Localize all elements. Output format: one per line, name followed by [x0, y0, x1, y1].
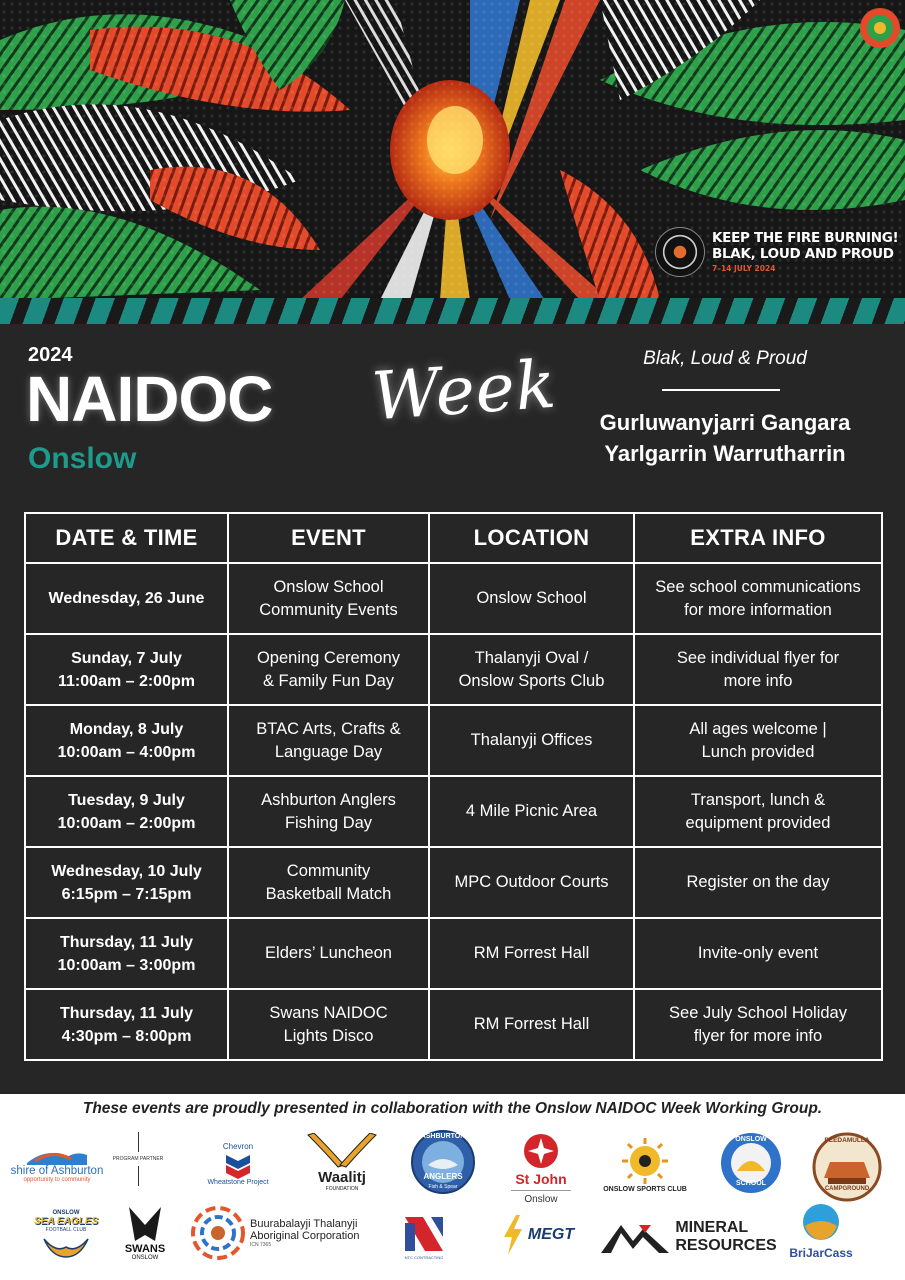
megt-bolt-icon [502, 1215, 524, 1255]
btac-logo: Buurabalayji Thalanyji Aboriginal Corporation ICN 7365 [190, 1204, 374, 1262]
naidoc-title: NAIDOC [26, 363, 273, 435]
town-name: Onslow [28, 442, 137, 475]
onslow-school-name-bottom: SCHOOL [736, 1180, 766, 1187]
cell-extra-info: Invite-only event [634, 918, 882, 989]
table-row [25, 705, 882, 776]
cell-location: RM Forrest Hall [429, 918, 634, 989]
megt-logo: MEGT [498, 1210, 578, 1260]
table-row [25, 847, 882, 918]
table-row [25, 634, 882, 705]
language-theme-line1: Gurluwanyjarri Gangara [599, 410, 851, 435]
swan-icon [125, 1205, 165, 1243]
cell-date-time: Tuesday, 9 July 10:00am – 2:00pm [25, 776, 228, 847]
badge-dates: 7–14 JULY 2024 [712, 264, 776, 273]
boomerang-icon [304, 1133, 380, 1169]
ashburton-wave-icon [27, 1147, 87, 1165]
column-header-location: LOCATION [429, 513, 634, 563]
waalitj-foundation-logo: Waalitj FOUNDATION [300, 1130, 384, 1194]
cell-date-time: Wednesday, 26 June [25, 563, 228, 634]
cell-extra-info: See school communications for more information [634, 563, 882, 634]
mineral-resources-logo: MINERAL RESOURCES [598, 1214, 778, 1260]
table-row [25, 918, 882, 989]
decorative-stripe-divider [0, 298, 905, 324]
cell-location: MPC Outdoor Courts [429, 847, 634, 918]
chevron-icon [224, 1151, 252, 1179]
table-header-row [25, 513, 882, 563]
btac-swirl-icon [190, 1205, 246, 1261]
cell-date-time: Monday, 8 July 10:00am – 4:00pm [25, 705, 228, 776]
column-header-date-time: DATE & TIME [25, 513, 228, 563]
table-row [25, 776, 882, 847]
ntc-icon [403, 1213, 445, 1255]
naidoc-2024-badge [655, 225, 899, 280]
language-theme-line2: Yarlgarrin Warrutharrin [604, 441, 846, 466]
hero-artwork-banner [0, 0, 905, 300]
cell-extra-info: Transport, lunch & equipment provided [634, 776, 882, 847]
cell-extra-info: See individual flyer for more info [634, 634, 882, 705]
column-header-extra-info: EXTRA INFO [634, 513, 882, 563]
onslow-sea-eagles-logo: ONSLOW SEA EAGLES FOOTBALL CLUB [28, 1202, 104, 1266]
table-row [25, 563, 882, 634]
table-row [25, 989, 882, 1060]
event-year: 2024 [28, 344, 73, 366]
swans-onslow-logo: SWANS ONSLOW [118, 1200, 172, 1266]
cell-extra-info: See July School Holiday flyer for more info [634, 989, 882, 1060]
cell-extra-info: All ages welcome | Lunch provided [634, 705, 882, 776]
cell-location: Thalanyji Offices [429, 705, 634, 776]
eagle-icon [42, 1233, 90, 1259]
column-header-event: EVENT [228, 513, 429, 563]
brijarcass-logo: BriJarCass [786, 1198, 856, 1264]
cell-event: Community Basketball Match [228, 847, 429, 918]
cell-date-time: Thursday, 11 July 4:30pm – 8:00pm [25, 989, 228, 1060]
chevron-wheatstone-logo: Chevron Wheatstone Project [207, 1142, 269, 1186]
events-schedule-table [24, 512, 883, 1061]
cell-event: Onslow School Community Events [228, 563, 429, 634]
cell-date-time: Sunday, 7 July 11:00am – 2:00pm [25, 634, 228, 705]
tagline-divider [662, 389, 780, 391]
st-john-cross-icon [523, 1133, 559, 1169]
cell-extra-info: Register on the day [634, 847, 882, 918]
cell-event: Swans NAIDOC Lights Disco [228, 989, 429, 1060]
week-title-script: Week [369, 345, 560, 436]
cell-event: Opening Ceremony & Family Fun Day [228, 634, 429, 705]
peedamulla-name-bottom: CAMPGROUND [824, 1186, 870, 1192]
theme-tagline: Blak, Loud & Proud [643, 348, 807, 369]
badge-slogan-line2: BLAK, LOUD AND PROUD [712, 246, 894, 262]
sun-icon [617, 1136, 673, 1186]
st-john-onslow-logo: St John Onslow [503, 1128, 579, 1210]
mountain-icon [599, 1219, 671, 1255]
naidoc-logo-icon [655, 227, 705, 277]
cell-location: 4 Mile Picnic Area [429, 776, 634, 847]
anglers-name: ASHBURTON [420, 1133, 466, 1140]
cell-date-time: Thursday, 11 July 10:00am – 3:00pm [25, 918, 228, 989]
cell-event: BTAC Arts, Crafts & Language Day [228, 705, 429, 776]
cell-location: Thalanyji Oval / Onslow Sports Club [429, 634, 634, 705]
collaboration-credit: These events are proudly presented in collaboration with the Onslow NAIDOC Week Working Group. [82, 1100, 823, 1117]
cell-location: RM Forrest Hall [429, 989, 634, 1060]
anglers-word: ANGLERS [423, 1172, 463, 1181]
ntc-contracting-logo: NTC CONTRACTING [400, 1208, 448, 1264]
cell-event: Ashburton Anglers Fishing Day [228, 776, 429, 847]
onslow-sports-club-logo: ONSLOW SPORTS CLUB [604, 1128, 686, 1200]
peedamulla-name-top: PEEDAMULLA [824, 1137, 870, 1144]
shire-of-ashburton-logo: shire of Ashburton opportunity to community [6, 1140, 108, 1190]
onslow-school-name-top: ONSLOW [735, 1136, 767, 1143]
anglers-tagline: Fish & Spear [428, 1184, 458, 1190]
badge-slogan-line1: KEEP THE FIRE BURNING! [712, 230, 899, 246]
cell-date-time: Wednesday, 10 July 6:15pm – 7:15pm [25, 847, 228, 918]
cell-event: Elders’ Luncheon [228, 918, 429, 989]
cell-location: Onslow School [429, 563, 634, 634]
program-partner-label: PROGRAM PARTNER [118, 1127, 158, 1191]
brijarcass-drop-icon [801, 1202, 841, 1242]
